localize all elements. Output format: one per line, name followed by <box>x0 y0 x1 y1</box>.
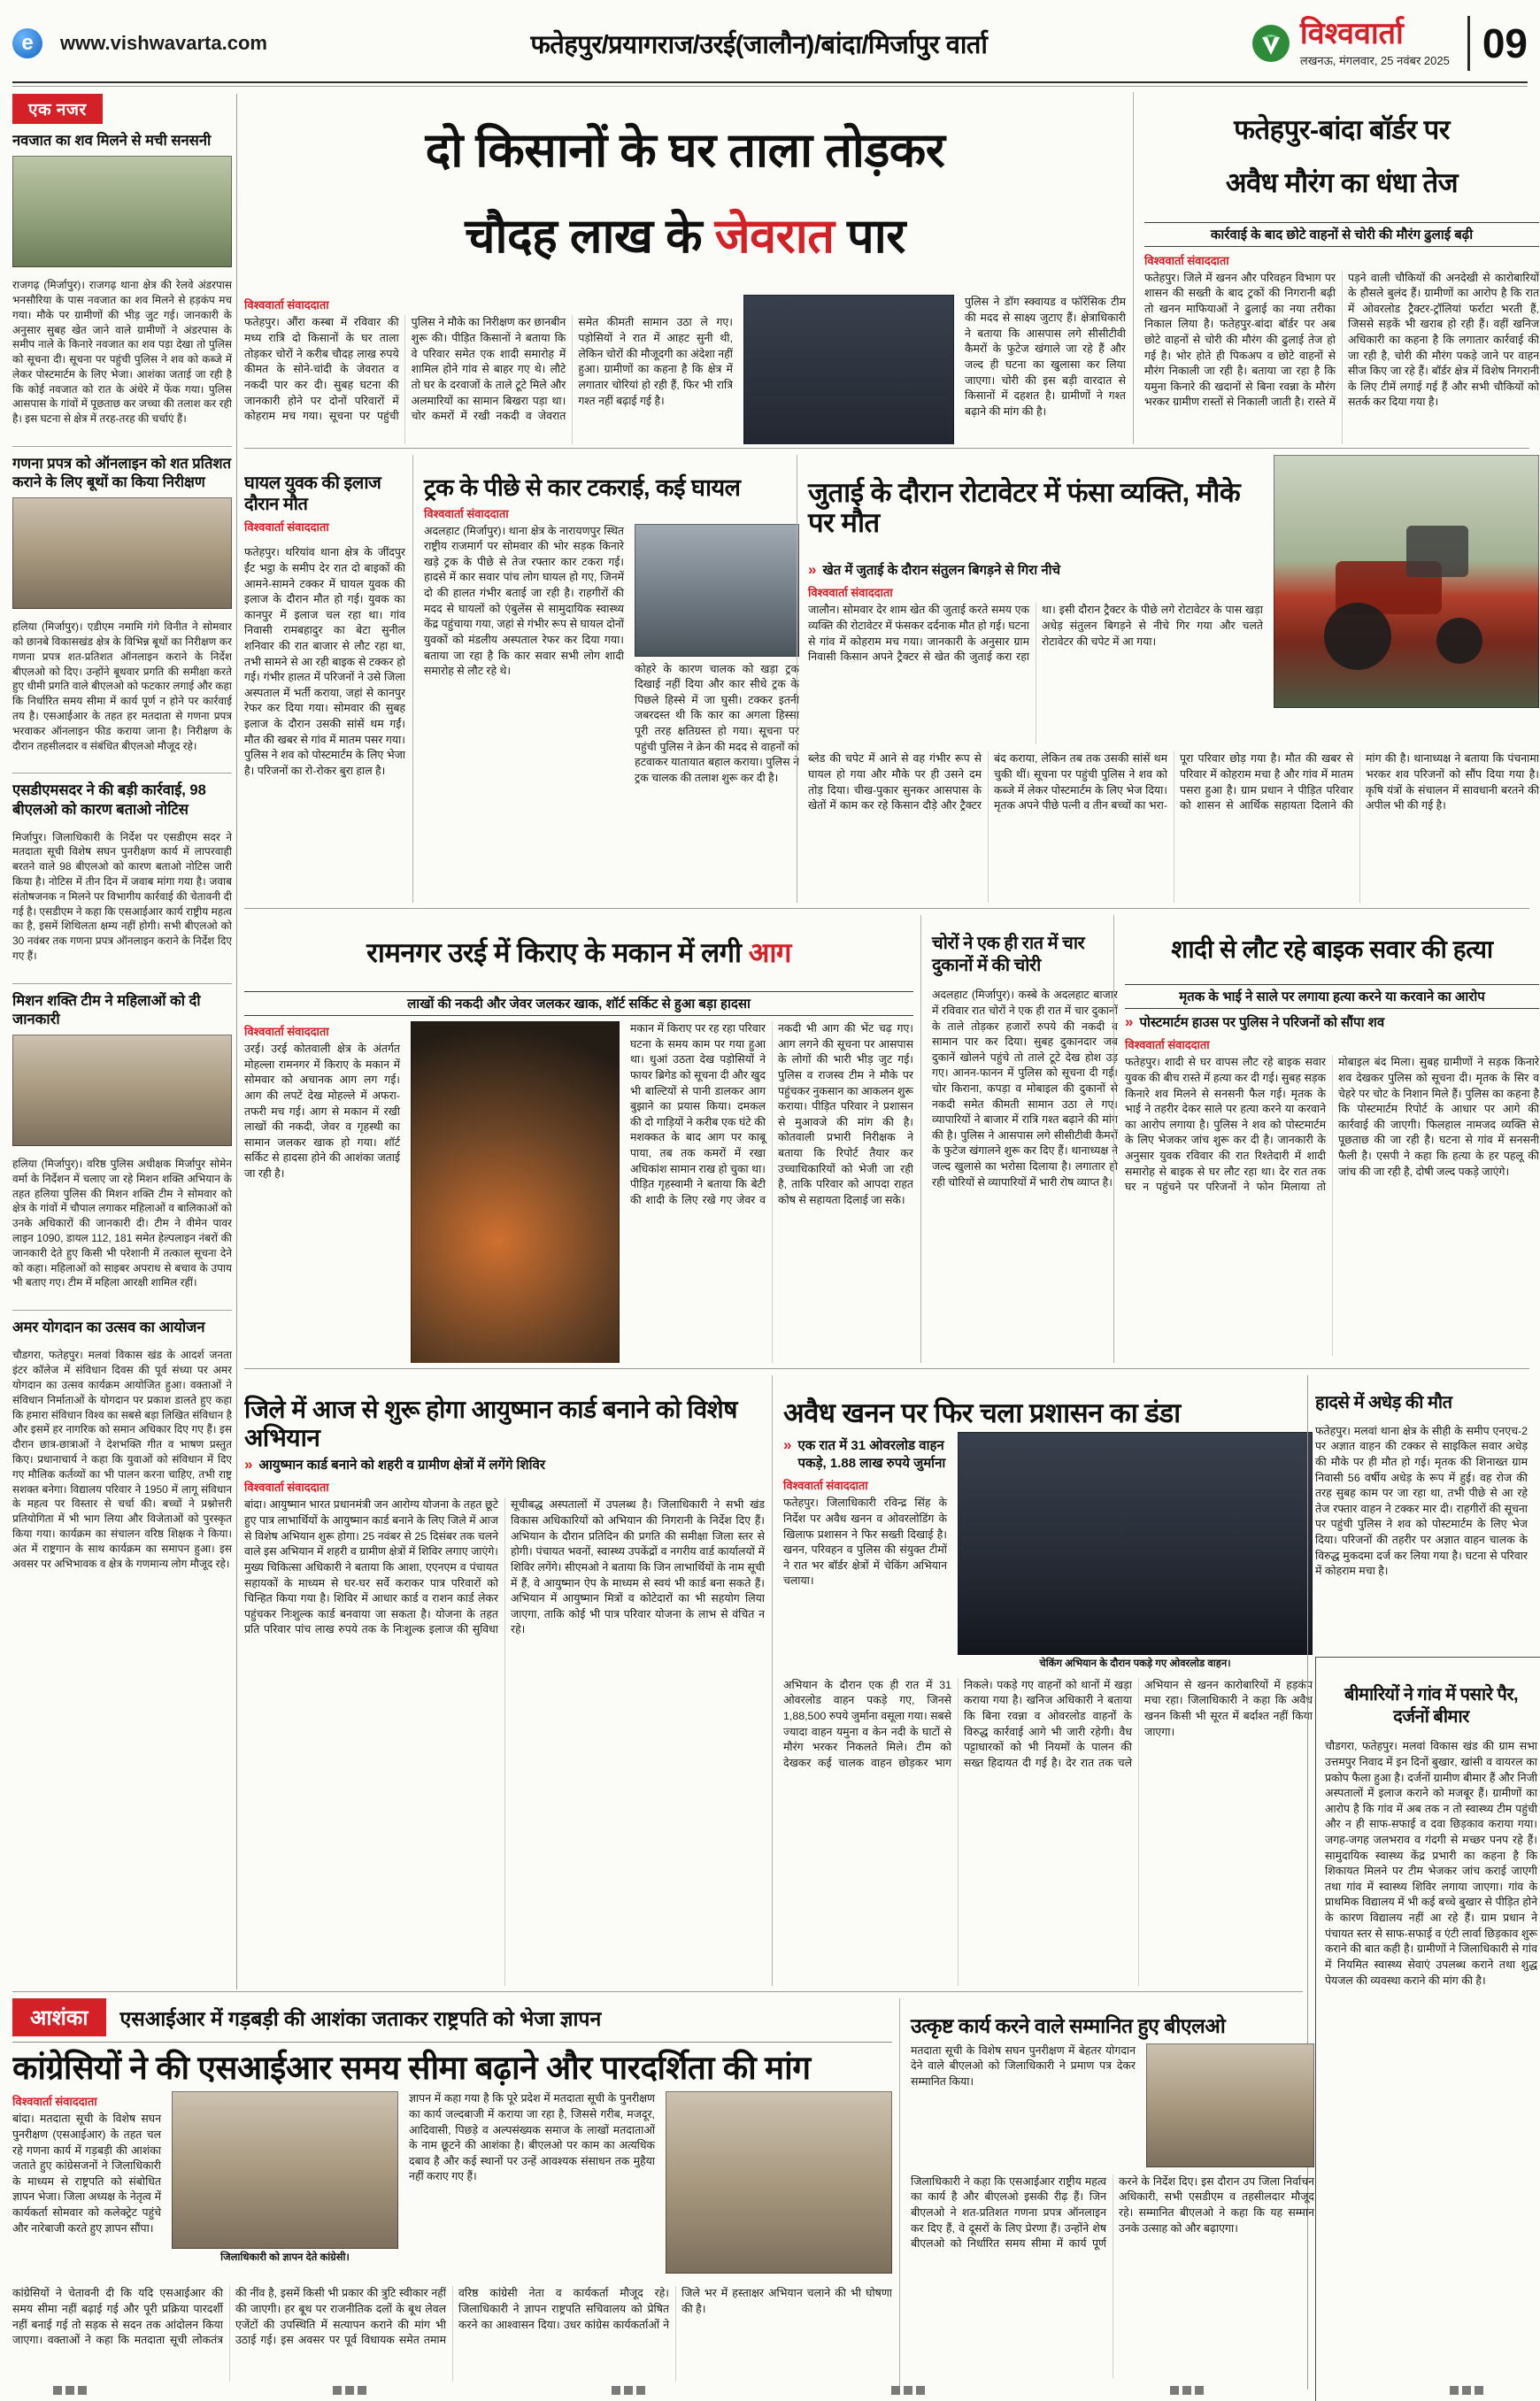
morang-story <box>1133 92 1539 444</box>
accident-body: फतेहपुर। मलवां थाना क्षेत्र के सीही के समीप एनएच-2 पर अज्ञात वाहन की टक्कर से साइकिल सवार अधेड़ की मौके पर ही मौत हो गई। मृतक की शिनाख्त ग्राम निवासी 56 वर्षीय अधेड़ के रूप में हुई। वह रोज की तरह सुबह काम पर जा रहा था, तभी पीछे से आ रहे तेज रफ्तार वाहन ने टक्कर मार दी। राहगीरों की सूचना पर पहुंची पुलिस ने शव को पोस्टमार्टम के लिए भेज दिया। परिजनों की तहरीर पर अज्ञात वाहन चालक के विरुद्ध मुकदमा दर्ज कर लिया गया है। घटना से परिवार में कोहराम मचा है। <box>1315 1424 1528 1578</box>
reporter-line: विश्ववार्ता संवाददाता <box>424 506 509 520</box>
burnt-room-photo <box>411 1021 620 1363</box>
lead-headline-line2-post: पार <box>834 209 905 263</box>
masthead <box>12 9 1528 78</box>
blo-body-1: मतदाता सूची के विशेष सघन पुनरीक्षण में बेहतर योगदान देने वाले बीएलओ को जिलाधिकारी ने प्रमाण पत्र देकर सम्मानित किया। <box>911 2043 1136 2089</box>
reporter-line: विश्ववार्ता संवाददाता <box>808 586 893 600</box>
truck-body-1: अदलहाट (मिर्जापुर)। थाना क्षेत्र के नारायणपुर स्थित राष्ट्रीय राजमार्ग पर सोमवार की भोर सड़क किनारे खड़े ट्रक के पीछे से तेज रफ्तार कार टकरा गई। हादसे में कार सवार पांच लोग घायल हो गए, जिनमें दो की हालत गंभीर बताई जा रही है। राहगीरों की मदद से घायलों को एंबुलेंस से सामुदायिक स्वास्थ्य केंद्र पहुंचाया गया, जहां से गंभीर रूप से घायल दोनों युवकों को मंडलीय अस्पताल रेफर कर दिया गया। बताया जा रहा है कि कार सवार सभी लोग शादी समारोह से लौट रहे थे। <box>424 524 624 678</box>
page-number-box <box>1467 16 1528 71</box>
reporter-line: विश्ववार्ता संवाददाता <box>244 298 329 312</box>
reporter-line: विश्ववार्ता संवाददाता <box>1144 253 1229 267</box>
morang-subhead: कार्रवाई के बाद छोटे वाहनों से चोरी की मौरंग ढुलाई बढ़ी <box>1144 222 1539 247</box>
truck-story <box>412 455 799 903</box>
sidebar-story-mission-shakti <box>12 984 232 1311</box>
truck-headline: ट्रक के पीछे से कार टकराई, कई घायल <box>424 474 741 502</box>
thieves-headline: चोरों ने एक ही रात में चार दुकानों में की चोरी <box>932 934 1085 975</box>
ayushman-story <box>244 1375 765 1986</box>
sir-kicker: एसआईआर में गड़बड़ी की आशंका जताकर राष्ट्रपति को भेजा ज्ञापन <box>119 2006 602 2030</box>
sidebar-ek-nazar <box>12 94 232 1988</box>
sidebar-story-title: मिशन शक्ति टीम ने महिलाओं को दी जानकारी <box>12 992 201 1027</box>
bike-bullet: पोस्टमार्टम हाउस पर पुलिस ने परिजनों को सौंपा शव <box>1139 1014 1385 1030</box>
sidebar-story-newborn <box>12 124 232 447</box>
ghayal-body: फतेहपुर। थरियांव थाना क्षेत्र के जींदपुर ईंट भट्ठा के समीप देर रात दो बाइकों की आमने-सामने टक्कर में घायल युवक की इलाज के दौरान मौत हो गई। युवक का कानपुर में इलाज चल रहा था। गांव निवासी रामबहादुर का बेटा सुनील शनिवार की रात बाजार से लौट रहा था, तभी सामने से आ रही बाइक से टक्कर हो गई। गंभीर हालत में परिजनों ने उसे जिला अस्पताल में भर्ती कराया, जहां से कानपुर रेफर कर दिया गया। सोमवार की सुबह इलाज के दौरान उसकी सांसें थम गईं। मौत की खबर से गांव में मातम पसर गया। पुलिस ने शव को पोस्टमार्टम के लिए भेजा है। परिजनों का रो-रोकर बुरा हाल है। <box>244 546 405 777</box>
ayushman-bullet: आयुष्मान कार्ड बनाने को शहरी व ग्रामीण क्षेत्रों में लगेंगे शिविर <box>258 1457 545 1473</box>
bullet-arrow-icon: » <box>244 1455 253 1473</box>
social-icon <box>65 2386 74 2395</box>
morang-headline-line1: फतेहपुर-बांदा बॉर्डर पर <box>1234 113 1450 145</box>
newborn-scene-photo <box>12 156 232 267</box>
social-icon <box>916 2386 925 2395</box>
blo-award-photo <box>1146 2043 1314 2167</box>
blo-headline: उत्कृष्ट कार्य करने वाले सम्मानित हुए बीएलओ <box>911 2014 1226 2038</box>
reporter-line: विश्ववार्ता संवाददाता <box>244 1025 329 1039</box>
band-rule-3 <box>244 1368 1529 1369</box>
bike-headline: शादी से लौट रहे बाइक सवार की हत्या <box>1171 935 1493 964</box>
e-globe-icon <box>12 28 42 58</box>
leaf-v-logo-icon <box>1251 23 1291 64</box>
rotavator-body-1: जालौन। सोमवार देर शाम खेत की जुताई करते समय एक व्यक्ति की रोटावेटर में फंसकर दर्दनाक मौत हो गई। घटना से गांव में कोहराम मच गया। जानकारी के अनुसार ग्राम निवासी किसान अपने ट्रैक्टर से खेत की जुताई करा रहा था। इसी दौरान ट्रैक्टर के पीछे लगे रोटावेटर के पास खड़ा अधेड़ संतुलन बिगड़ने से नीचे गिर गया और चलते रोटावेटर की चपेट में आ गया। <box>808 604 1263 664</box>
site-url: www.vishwavarta.com <box>60 32 267 54</box>
thieves-body: अदलहाट (मिर्जापुर)। कस्बे के अदलहाट बाजार में रविवार रात चोरों ने एक ही रात में चार दुकानों के ताले तोड़कर हजारों रुपये की नकदी व सामान पार कर दिया। सुबह दुकानदार जब दुकानें खोलने पहुंचे तो ताले टूटे देख होश उड़ गए। आनन-फानन में पुलिस को सूचना दी गई। चोर किराना, कपड़ा व मोबाइल की दुकानों से नकदी समेत कीमती सामान उठा ले गए। व्यापारियों ने बाजार में रात्रि गश्त बढ़ाने की मांग की है। पुलिस ने आसपास लगे सीसीटीवी कैमरों के फुटेज खंगालने शुरू कर दिए हैं। थानाध्यक्ष ने जल्द खुलासे का भरोसा दिलाया है। लगातार हो रही चोरियों से व्यापारियों में भारी रोष व्याप्त है। <box>932 989 1118 1189</box>
section-tag-ashanka: आशंका <box>12 1998 106 2036</box>
sidebar-story-title: गणना प्रपत्र को ऑनलाइन को शत प्रतिशत कराने के लिए बूथों का किया निरीक्षण <box>12 456 231 491</box>
social-icon <box>636 2386 645 2395</box>
masthead-rule <box>12 81 1528 83</box>
bullet-arrow-icon: » <box>783 1436 792 1454</box>
reporter-line: विश्ववार्ता संवाददाता <box>12 2095 97 2109</box>
lead-headline-line1: दो किसानों के घर ताला तोड़कर <box>425 124 945 178</box>
accident-headline: हादसे में अधेड़ की मौत <box>1315 1393 1452 1412</box>
footer-social-icons-strip <box>53 2386 1487 2397</box>
tractor-rotavator-photo <box>1274 455 1539 708</box>
sidebar-story-booth-inspection <box>12 447 232 773</box>
reporter-line: विश्ववार्ता संवाददाता <box>1125 1038 1210 1052</box>
sidebar-divider <box>236 94 237 1989</box>
sir-body-3: कांग्रेसियों ने चेतावनी दी कि यदि एसआईआर की समय सीमा नहीं बढ़ाई गई और पूरी प्रक्रिया पारदर्शी नहीं बनाई गई तो सड़क से सदन तक आंदोलन किया जाएगा। वक्ताओं ने कहा कि मतदाता सूची लोकतंत्र की नींव है, इसमें किसी भी प्रकार की त्रुटि स्वीकार नहीं की जाएगी। हर बूथ पर राजनीतिक दलों के बूथ लेवल एजेंटों की उपस्थिति में सत्यापन कराने की मांग भी उठाई गई। इस अवसर पर पूर्व विधायक समेत तमाम वरिष्ठ कांग्रेसी नेता व कार्यकर्ता मौजूद रहे। जिलाधिकारी ने ज्ञापन राष्ट्रपति सचिवालय को प्रेषित करने का आश्वासन दिया। उधर कांग्रेस कार्यकर्ताओं ने जिले भर में हस्ताक्षर अभियान चलाने की भी घोषणा की है। <box>12 2287 892 2347</box>
fire-headline-red-word: आग <box>748 936 791 968</box>
lead-headline-line2-pre: चौदह लाख के <box>465 209 715 263</box>
social-icon <box>612 2386 620 2395</box>
lead-headline-red-word: जेवरात <box>714 209 835 263</box>
social-icon <box>904 2386 912 2395</box>
mining-story <box>772 1375 1313 1986</box>
logo-letter: e <box>21 31 34 55</box>
mining-headline: अवैध खनन पर फिर चला प्रशासन का डंडा <box>783 1397 1181 1428</box>
bullet-arrow-icon: » <box>808 560 817 578</box>
page-number: 09 <box>1482 20 1528 66</box>
congress-photo-caption: जिलाधिकारी को ज्ञापन देते कांग्रेसी। <box>220 2252 350 2264</box>
lead-body-1: फतेहपुर। औंरा कस्बा में रविवार की मध्य रात्रि दो किसानों के घर ताला तोड़कर चोरों ने करीब चौदह लाख रुपये कीमत के सोने-चांदी के जेवरात व नकदी पार कर दी। सुबह घटना की जानकारी होने पर दोनों परिवारों में कोहराम मच गया। सूचना पर पहुंची पुलिस ने मौके का निरीक्षण कर छानबीन शुरू की। पीड़ित किसानों ने बताया कि वे परिवार समेत एक शादी समारोह में शामिल होने गांव से बाहर गए थे। लौटे तो घर के दरवाजों के ताले टूटे मिले और अलमारियों का सामान बिखरा पड़ा था। चोर कमरों में रखी नकदी व जेवरात समेत कीमती सामान उठा ले गए। पड़ोसियों ने रात में आहट सुनी थी, लेकिन चोरों की मौजूदगी का अंदेशा नहीं हुआ। ग्रामीणों का कहना है कि क्षेत्र में लगातार चोरियां हो रही हैं, फिर भी रात्रि गश्त नहीं बढ़ाई गई है। <box>244 316 733 423</box>
lead-body-2: पुलिस ने डॉग स्क्वायड व फॉरेंसिक टीम की मदद से साक्ष्य जुटाए हैं। क्षेत्राधिकारी ने बताया कि आसपास लगे सीसीटीवी कैमरों के फुटेज खंगाले जा रहे हैं और जल्द ही घटना का खुलासा कर लिया जाएगा। चोरी की इस बड़ी वारदात से किसानों में दहशत है। ग्रामीणों ने गश्त बढ़ाने की मांग की है। <box>965 296 1126 418</box>
social-icon <box>333 2386 342 2395</box>
edition-cities: फतेहपुर/प्रयागराज/उरई(जालौन)/बांदा/मिर्जापुर वार्ता <box>530 30 988 59</box>
mission-shakti-photo <box>12 1035 232 1146</box>
mining-photo-caption: चेकिंग अभियान के दौरान पकड़े गए ओवरलोड वाहन। <box>1039 1658 1231 1670</box>
social-icon <box>1182 2386 1191 2395</box>
social-icon <box>1170 2386 1179 2395</box>
rotavator-headline: जुताई के दौरान रोटावेटर में फंसा व्यक्ति, मौके पर मौत <box>808 476 1241 539</box>
truck-accident-photo <box>635 524 799 657</box>
ghayal-story <box>244 455 405 903</box>
band-rule-2 <box>244 908 1529 909</box>
sidebar-story-body: राजगढ़ (मिर्जापुर)। राजगढ़ थाना क्षेत्र की रेलवे अंडरपास भनसौरिया के पास नवजात का शव मिलने से हड़कंप मच गया। मौके पर ग्रामीणों की भीड़ जुट गई। जानकारी के अनुसार सुबह खेत जाने वाले ग्रामीणों ने अंडरपास के समीप नाले के किनारे नवजात का शव पड़ा देखा तो पुलिस को सूचना दी। सूचना पर पहुंची पुलिस ने शव को कब्जे में लेकर पोस्टमार्टम के लिए भेजा। आशंका जताई जा रही है कि कोई नवजात को रात के अंधेरे में फेंक गया। पुलिस आसपास के गांवों में पूछताछ कर जच्चा की तलाश कर रही है। इस घटना से क्षेत्र में तरह-तरह की चर्चाएं हैं। <box>12 279 232 426</box>
fire-body-2: मकान में किराए पर रह रहा परिवार घटना के समय काम पर गया हुआ था। धुआं उठता देख पड़ोसियों ने फायर ब्रिगेड को सूचना दी और खुद भी बाल्टियों से पानी डालकर आग बुझाने का प्रयास किया। दमकल की दो गाड़ियों ने करीब एक घंटे की मशक्कत के बाद आग पर काबू पाया, तब तक कमरों में रखा अधिकांश सामान राख हो चुका था। पीड़ित गृहस्वामी ने बताया कि बेटी की शादी के लिए रखे गए जेवर व नकदी भी आग की भेंट चढ़ गए। आग लगने की सूचना पर आसपास के लोगों की भारी भीड़ जुट गई। पुलिस व राजस्व टीम ने मौके पर पहुंचकर नुकसान का आकलन शुरू कराया। पीड़ित परिवार ने प्रशासन से मुआवजे की मांग की है। कोतवाली प्रभारी निरीक्षक ने बताया कि रिपोर्ट तैयार कर उच्चाधिकारियों को भेजी जा रही है, ताकि परिवार को आपदा राहत कोष से सहायता दिलाई जा सके। <box>630 1022 913 1206</box>
thieves-story <box>920 915 1118 1363</box>
reporter-line: विश्ववार्ता संवाददाता <box>783 1479 868 1493</box>
ayushman-headline: जिले में आज से शुरू होगा आयुष्मान कार्ड बनाने को विशेष अभियान <box>244 1396 737 1451</box>
sidebar-story-blo-notice <box>12 773 232 983</box>
social-icon <box>1475 2386 1483 2395</box>
reporter-line: विश्ववार्ता संवाददाता <box>244 520 329 534</box>
tractor-silhouette-icon <box>1274 455 1539 708</box>
morang-headline-line2: अवैध मौरंग का धंधा तेज <box>1225 167 1459 199</box>
fire-body-1: उरई। उरई कोतवाली क्षेत्र के अंतर्गत मोहल्ला रामनगर में किराए के मकान में सोमवार को अचानक आग लग गई। आग की लपटें देख मोहल्ले में अफरा-तफरी मच गई। आग से मकान में रखी लाखों की नकदी, जेवर व गृहस्थी का सामान जलकर खाक हो गया। शॉर्ट सर्किट से हादसा होने की आशंका जताई जा रही है। <box>244 1043 400 1181</box>
bike-murder-story <box>1113 915 1539 1363</box>
social-icon <box>1462 2386 1471 2395</box>
rotavator-body-2: ब्लेड की चपेट में आने से वह गंभीर रूप से घायल हो गया और मौके पर ही उसने दम तोड़ दिया। चीख-पुकार सुनकर आसपास के खेतों में काम कर रहे किसान दौड़े और ट्रैक्टर बंद कराया, लेकिन तब तक उसकी सांसें थम चुकी थीं। सूचना पर पहुंची पुलिस ने शव को कब्जे में लेकर पोस्टमार्टम के लिए भेज दिया। मृतक अपने पीछे पत्नी व तीन बच्चों का भरा-पूरा परिवार छोड़ गया है। मौत की खबर से परिवार में कोहराम मचा है और गांव में मातम पसरा हुआ है। ग्राम प्रधान ने पीड़ित परिवार को शासन से आर्थिक सहायता दिलाने की मांग की है। थानाध्यक्ष ने बताया कि पंचनामा भरकर शव परिजनों को सौंप दिया गया है। कृषि यंत्रों के संचालन में सावधानी बरतने की अपील भी की गई है। <box>808 752 1539 812</box>
sir-body-2: ज्ञापन में कहा गया है कि पूरे प्रदेश में मतदाता सूची के पुनरीक्षण का कार्य जल्दबाजी में कराया जा रहा है, जिससे गरीब, मजदूर, आदिवासी, पिछड़े व अल्पसंख्यक समाज के लाखों मतदाताओं के नाम छूटने की आशंका है। बीएलओ पर काम का अत्यधिक दबाव है और कई स्थानों पर उन्हें आवश्यक संसाधन तक मुहैया नहीं कराए गए हैं। <box>409 2092 655 2183</box>
illness-story <box>1315 1657 1540 2401</box>
rotavator-bullet: खेत में जुताई के दौरान संतुलन बिगड़ने से गिरा नीचे <box>822 562 1061 578</box>
social-icon <box>891 2386 900 2395</box>
sir-headline: कांग्रेसियों ने की एसआईआर समय सीमा बढ़ाने और पारदर्शिता की मांग <box>12 2050 811 2086</box>
bullet-arrow-icon: » <box>1125 1012 1134 1030</box>
morang-body: फतेहपुर। जिले में खनन और परिवहन विभाग पर शासन की सख्ती के बाद ट्रकों की निगरानी बढ़ी तो खनन माफियाओं ने ढुलाई का नया तरीका निकाल लिया है। फतेहपुर-बांदा बॉर्डर पर अब छोटे वाहनों से चोरी की मौरंग की ढुलाई तेज हो गई है। भोर होते ही पिकअप व छोटे वाहनों से मौरंग निकाली जा रही है। बताया जा रहा है कि यमुना किनारे की खदानों से बिना रवन्ना के मौरंग भरकर ग्रामीण रास्तों से निकाली जाती है। रास्ते में पड़ने वाली चौकियों की अनदेखी से कारोबारियों के हौसले बुलंद हैं। ग्रामीणों का आरोप है कि रात में ओवरलोड ट्रैक्टर-ट्रॉलियां फर्राटा भरती हैं, जिससे सड़कें भी खराब हो रही हैं। वहीं खनिज अधिकारी का कहना है कि लगातार कार्रवाई की जा रही है, चोरी की मौरंग पकड़े जाने पर वाहन सीज किए जा रहे हैं। बॉर्डर क्षेत्र में विशेष निगरानी के लिए टीमें लगाई गई हैं और सभी चौकियों को सतर्क कर दिया गया है। <box>1144 271 1539 409</box>
place-date: लखनऊ, मंगलवार, 25 नवंबर 2025 <box>1299 54 1450 67</box>
social-icon <box>53 2386 62 2395</box>
sidebar-story-amar-yogdan <box>12 1311 232 1590</box>
rotavator-story <box>797 455 1539 903</box>
reporter-line: विश्ववार्ता संवाददाता <box>244 1481 329 1495</box>
masthead-rule-thin <box>12 86 1528 87</box>
fire-story <box>244 915 913 1363</box>
social-icon <box>624 2386 633 2395</box>
congress-memo-photo-1 <box>172 2091 398 2249</box>
section-tag-ek-nazar: एक नजर <box>12 94 103 124</box>
fire-subhead: लाखों की नकदी और जेवर जलकर खाक, शॉर्ट सर्किट से हुआ बड़ा हादसा <box>244 991 913 1016</box>
sidebar-story-body: हलिया (मिर्जापुर)। एडीएम नमामि गंगे विनीत ने सोमवार को छानबे विकासखंड क्षेत्र के विभिन्न बूथों का निरीक्षण कर गणना प्रपत्र शत-प्रतिशत ऑनलाइन कराने के निर्देश बीएलओ को दिए। उन्होंने बूथवार प्रगति की समीक्षा करते हुए धीमी प्रगति वाले बीएलओ को फटकार लगाई और कहा कि निर्धारित समय सीमा में कार्य पूर्ण न होने पर कार्रवाई तय है। एसआईआर के तहत हर मतदाता से गणना प्रपत्र भरवाकर ऑनलाइन फीड कराया जाना है। निरीक्षण के दौरान तहसीलदार व संबंधित बीएलओ मौजूद रहे। <box>12 620 232 752</box>
brand-block <box>1251 19 1450 68</box>
sidebar-story-body: चौडगरा, फतेहपुर। मलवां विकास खंड के आदर्श जनता इंटर कॉलेज में संविधान दिवस की पूर्व संध्या पर अमर योगदान का उत्सव कार्यक्रम आयोजित हुआ। वक्ताओं ने संविधान निर्माताओं के योगदान पर प्रकाश डालते हुए कहा कि हमारा संविधान विश्व का सबसे बड़ा लिखित संविधान है और इसमें हर नागरिक को समान अधिकार दिए गए हैं। इस दौरान छात्र-छात्राओं ने देशभक्ति गीत व भाषण प्रस्तुत किए। प्रधानाचार्य ने कहा कि युवाओं को संविधान में दिए गए मौलिक कर्तव्यों का भी पालन करना चाहिए, तभी राष्ट्र सशक्त बनेगा। विद्यालय परिवार ने 1950 में लागू संविधान के महत्व पर विस्तार से चर्चा की। बच्चों ने प्रश्नोत्तरी प्रतियोगिता में भी भाग लिया और विजेताओं को पुरस्कृत किया गया। कार्यक्रम का संचालन वरिष्ठ शिक्षक ने किया। अंत में राष्ट्रगान के साथ कार्यक्रम का समापन हुआ। इस अवसर पर अभिभावक व क्षेत्र के गणमान्य लोग मौजूद रहे। <box>12 1349 232 1570</box>
sidebar-story-title: एसडीएमसदर ने की बड़ी कार्रवाई, 98 बीएलओ को कारण बताओ नोटिस <box>12 782 206 818</box>
fire-headline-pre: रामनगर उरई में किराए के मकान में लगी <box>366 936 749 968</box>
social-icon <box>345 2386 354 2395</box>
band-rule-4 <box>12 1991 1303 1992</box>
band-rule-1 <box>244 448 1529 449</box>
ghayal-headline: घायल युवक की इलाज दौरान मौत <box>244 473 381 514</box>
social-icon <box>78 2386 87 2395</box>
social-icon <box>1450 2386 1459 2395</box>
ayushman-body: बांदा। आयुष्मान भारत प्रधानमंत्री जन आरोग्य योजना के तहत छूटे हुए पात्र लाभार्थियों के आयुष्मान कार्ड बनाने के लिए जिले में आज से विशेष अभियान शुरू होगा। 25 नवंबर से 25 दिसंबर तक चलने वाले इस अभियान में शहरी व ग्रामीण क्षेत्रों में शिविर लगाए जाएंगे। मुख्य चिकित्सा अधिकारी ने बताया कि आशा, एएनएम व पंचायत सहायकों के माध्यम से घर-घर सर्वे कराकर पात्र परिवारों को चिन्हित किया गया है। शिविर में आधार कार्ड व राशन कार्ड लेकर पहुंचकर निःशुल्क कार्ड बनवाया जा सकता है। योजना के तहत प्रति परिवार पांच लाख रुपये तक के निःशुल्क इलाज की सुविधा सूचीबद्ध अस्पतालों में उपलब्ध है। जिलाधिकारी ने सभी खंड विकास अधिकारियों को अभियान की निगरानी के निर्देश दिए हैं। अभियान के दौरान प्रतिदिन की प्रगति की समीक्षा जिला स्तर से होगी। पंचायत भवनों, स्वास्थ्य उपकेंद्रों व नगरीय वार्ड कार्यालयों में शिविर लगेंगे। सीएमओ ने बताया कि जिन लाभार्थियों के नाम सूची में हैं, वे आयुष्मान ऐप के माध्यम से स्वयं भी कार्ड बना सकते हैं। अभियान में आयुष्मान मित्रों व कोटेदारों का भी सहयोग लिया जाएगा, ताकि कोई भी पात्र परिवार योजना के लाभ से वंचित न रहे। <box>244 1498 765 1636</box>
lead-theft-house-photo <box>743 295 954 444</box>
seized-trucks-photo <box>958 1432 1313 1655</box>
sidebar-story-body: हलिया (मिर्जापुर)। वरिष्ठ पुलिस अधीक्षक मिर्जापुर सोमेन वर्मा के निर्देशन में चलाए जा रहे मिशन शक्ति अभियान के तहत हलिया पुलिस की मिशन शक्ति टीम ने सोमवार को क्षेत्र के गांवों में चौपाल लगाकर महिलाओं व बालिकाओं को उनके अधिकारों की जानकारी दी। टीम ने वीमेन पावर लाइन 1090, डायल 112, 181 समेत हेल्पलाइन नंबरों की जानकारी देते हुए किसी भी परेशानी में तत्काल सूचना देने को कहा। महिलाओं को साइबर अपराध से बचाव के उपाय भी बताए गए। टीम में महिला आरक्षी शामिल रहीं। <box>12 1158 232 1289</box>
social-icon <box>1195 2386 1204 2395</box>
social-icon <box>358 2386 366 2395</box>
brand-name: विश्ववार्ता <box>1299 17 1404 50</box>
sir-body-1: बांदा। मतदाता सूची के विशेष सघन पुनरीक्षण (एसआईआर) के तहत चल रहे गणना कार्य में गड़बड़ी की आशंका जताते हुए कांग्रेसजनों ने जिलाधिकारी के माध्यम से राष्ट्रपति को संबोधित ज्ञापन भेजा। जिला अध्यक्ष के नेतृत्व में कार्यकर्ता सोमवार को कलेक्ट्रेट पहुंचे और नारेबाजी करते हुए ज्ञापन सौंपा। <box>12 2112 161 2235</box>
sir-congress-story <box>12 1998 892 2389</box>
booth-inspection-photo <box>12 497 232 609</box>
sidebar-story-body: मिर्जापुर। जिलाधिकारी के निर्देश पर एसडीएम सदर ने मतदाता सूची विशेष सघन पुनरीक्षण कार्य में लापरवाही बरतने वाले 98 बीएलओ को कारण बताओ नोटिस जारी किया है। नोटिस में तीन दिन में जवाब मांगा गया है। जवाब संतोषजनक न मिलने पर विभागीय कार्रवाई की चेतावनी दी गई है। एसडीएम ने कहा कि एसआईआर कार्य राष्ट्रीय महत्व का है, इसमें शिथिलता क्षम्य नहीं होगी। सभी बीएलओ को 30 नवंबर तक गणना प्रपत्र ऑनलाइन कराने के निर्देश दिए गए हैं। <box>12 830 232 963</box>
illness-body: चौडगरा, फतेहपुर। मलवां विकास खंड की ग्राम सभा उत्तमपुर निवाद में इन दिनों बुखार, खांसी व वायरल का प्रकोप फैला हुआ है। दर्जनों ग्रामीण बीमार हैं और निजी अस्पतालों में इलाज कराने को मजबूर हैं। ग्रामीणों का आरोप है कि गांव में अब तक न तो स्वास्थ्य टीम पहुंची और न ही साफ-सफाई व दवा छिड़काव कराया गया। जगह-जगह जलभराव व गंदगी से मच्छर पनप रहे हैं। सामुदायिक स्वास्थ्य केंद्र प्रभारी का कहना है कि शिकायत मिलने पर टीम भेजकर जांच कराई जाएगी तथा गांव में स्वास्थ्य शिविर लगाया जाएगा। गांव के प्राथमिक विद्यालय में भी कई बच्चे बुखार से पीड़ित होने के कारण विद्यालय नहीं आ रहे हैं। ग्राम प्रधान ने पंचायत स्तर से साफ-सफाई व एंटी लार्वा छिड़काव शुरू कराने की बात कही है। ग्रामीणों ने जिलाधिकारी से गांव में नियमित स्वास्थ्य सेवाएं उपलब्ध कराने तथा शुद्ध पेयजल की व्यवस्था कराने की मांग की है। <box>1325 1740 1537 1987</box>
bike-body: फतेहपुर। शादी से घर वापस लौट रहे बाइक सवार युवक की बीच रास्ते में हत्या कर दी गई। सुबह सड़क किनारे शव मिलने से सनसनी फैल गई। मृतक के भाई ने तहरीर देकर साले पर हत्या करने या करवाने का आरोप लगाया है। पुलिस ने शव को पोस्टमार्टम के लिए भेजकर जांच शुरू कर दी है। जानकारी के अनुसार युवक रविवार की रात रिश्तेदारी में शादी समारोह से बाइक से घर लौट रहा था। देर रात तक घर न पहुंचने पर परिजनों ने फोन मिलाया तो मोबाइल बंद मिला। सुबह ग्रामीणों ने सड़क किनारे शव देखकर पुलिस को सूचना दी। मृतक के सिर व चेहरे पर चोट के निशान मिले हैं। पुलिस का कहना है कि पोस्टमार्टम रिपोर्ट के आधार पर आगे की कार्रवाई की जाएगी। फिलहाल नामजद व्यक्ति से पूछताछ की जा रही है। घटना से गांव में सनसनी फैली है। एसपी ने कहा कि हत्या के हर पहलू की जांच की जा रही है, दोषी जल्द पकड़े जाएंगे। <box>1125 1056 1539 1194</box>
congress-memo-photo-2 <box>666 2091 892 2274</box>
bike-subhead: मृतक के भाई ने साले पर लगाया हत्या करने या करवाने का आरोप <box>1125 984 1539 1009</box>
illness-headline: बीमारियों ने गांव में पसारे पैर, दर्जनों बीमार <box>1344 1685 1519 1727</box>
blo-award-story <box>899 1998 1314 2389</box>
mining-bullet: एक रात में 31 ओवरलोड वाहन पकड़े, 1.88 लाख रुपये जुर्माना <box>797 1438 946 1471</box>
truck-body-2: कोहरे के कारण चालक को खड़ा ट्रक दिखाई नहीं दिया और कार सीधे ट्रक के पिछले हिस्से में जा घुसी। टक्कर इतनी जबरदस्त थी कि कार का अगला हिस्सा पूरी तरह क्षतिग्रस्त हो गया। सूचना पर पहुंची पुलिस ने क्रेन की मदद से वाहनों को हटवाकर यातायात बहाल कराया। पुलिस ने ट्रक चालक की तलाश शुरू कर दी है। <box>635 662 799 784</box>
sidebar-story-title: अमर योगदान का उत्सव का आयोजन <box>12 1320 205 1336</box>
lead-story <box>244 92 1126 444</box>
sidebar-story-title: नवजात का शव मिलने से मची सनसनी <box>12 133 212 149</box>
mining-body-1: फतेहपुर। जिलाधिकारी रविन्द्र सिंह के निर्देश पर अवैध खनन व ओवरलोडिंग के खिलाफ प्रशासन ने फिर सख्ती दिखाई है। खनन, परिवहन व पुलिस की संयुक्त टीमों ने रात भर बॉर्डर क्षेत्रों में चेकिंग अभियान चलाया। <box>783 1497 947 1588</box>
accident-story <box>1315 1375 1528 1646</box>
blo-body-2: जिलाधिकारी ने कहा कि एसआईआर राष्ट्रीय महत्व का कार्य है और बीएलओ इसकी रीढ़ हैं। जिन बीएलओ ने शत-प्रतिशत गणना प्रपत्र ऑनलाइन कर दिए हैं, वे दूसरों के लिए प्रेरणा हैं। उन्होंने शेष बीएलओ को निर्धारित समय सीमा में कार्य पूर्ण करने के निर्देश दिए। इस दौरान उप जिला निर्वाचन अधिकारी, सभी एसडीएम व तहसीलदार मौजूद रहे। सम्मानित बीएलओ ने कहा कि यह सम्मान उनके उत्साह को और बढ़ाएगा। <box>911 2174 1314 2251</box>
mining-body-2: अभियान के दौरान एक ही रात में 31 ओवरलोड वाहन पकड़े गए, जिनसे 1,88,500 रुपये जुर्माना वसूला गया। सबसे ज्यादा वाहन यमुना व केन नदी के घाटों से मौरंग भरकर निकलते मिले। टीम को देखकर कई चालक वाहन छोड़कर भाग निकले। पकड़े गए वाहनों को थानों में खड़ा कराया गया है। खनिज अधिकारी ने बताया कि बिना रवन्ना व ओवरलोड वाहनों के विरुद्ध कार्रवाई आगे भी जारी रहेगी। वैध पट्टाधारकों को भी नियमों के पालन की सख्त हिदायत दी गई है। देर रात तक चले अभियान से खनन कारोबारियों में हड़कंप मचा रहा। जिलाधिकारी ने कहा कि अवैध खनन किसी भी सूरत में बर्दाश्त नहीं किया जाएगा। <box>783 1678 1313 1769</box>
